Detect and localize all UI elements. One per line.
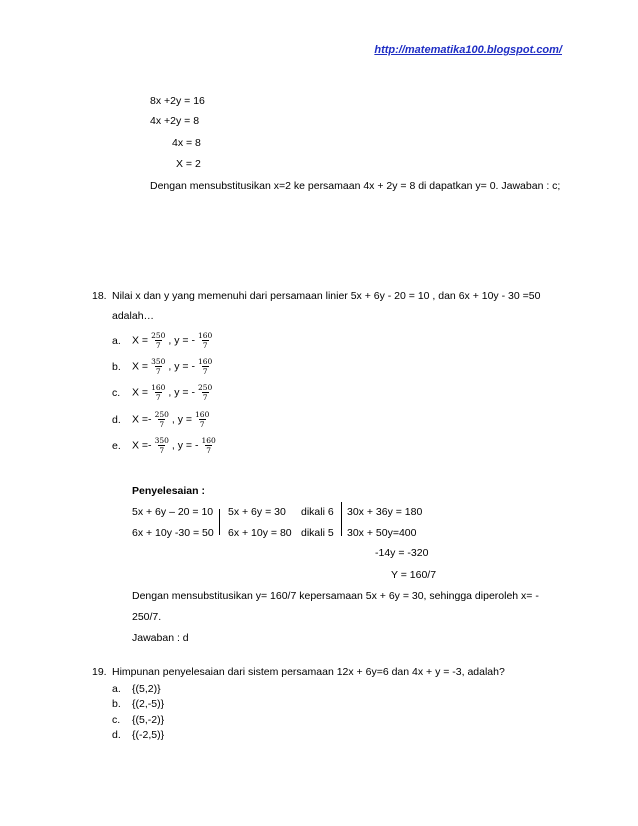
option-y-numerator: 250	[197, 383, 213, 392]
option-letter: a.	[112, 334, 121, 347]
option-x-denominator: 7	[159, 420, 165, 429]
option-y-fraction	[197, 383, 213, 402]
option-y-numerator: 160	[197, 357, 213, 366]
option-text: {(2,-5)}	[132, 698, 165, 710]
option-y-denominator: 7	[202, 367, 208, 376]
option-x-denominator: 7	[155, 367, 161, 376]
q18-eq-row2-multiplier: dikali 5	[301, 527, 334, 539]
q18-number: 18.	[92, 290, 107, 302]
q19-option	[112, 714, 164, 726]
option-x-label: X =	[132, 360, 149, 373]
option-letter: e.	[112, 439, 121, 452]
q18-solution-title: Penyelesaian :	[132, 485, 205, 497]
option-x-label: X =-	[132, 413, 152, 426]
q18-option	[112, 410, 212, 429]
q19-option	[112, 698, 164, 710]
option-x-denominator: 7	[155, 393, 161, 402]
option-x-numerator: 160	[151, 383, 166, 392]
q18-eq-row1-simplified: 5x + 6y = 30	[228, 506, 286, 518]
option-x-fraction	[154, 436, 170, 455]
option-text: {(-2,5)}	[132, 729, 165, 741]
option-y-denominator: 7	[202, 393, 208, 402]
q18-question-line2: adalah…	[112, 310, 155, 322]
option-x-label: X =	[132, 334, 149, 347]
option-x-numerator: 250	[151, 331, 166, 340]
q18-eq-row1-multiplier: dikali 6	[301, 506, 334, 518]
q19-option	[112, 729, 164, 741]
option-x-numerator: 250	[154, 410, 169, 419]
option-letter: a.	[112, 683, 121, 695]
option-letter: c.	[112, 386, 121, 399]
q19-number: 19.	[92, 666, 107, 678]
q18-result-1: -14y = -320	[375, 547, 429, 559]
option-y-denominator: 7	[199, 420, 205, 429]
prev-conclusion: Dengan mensubstitusikan x=2 ke persamaan 4x + 2y = 8 di dapatkan y= 0. Jawaban : c;	[150, 180, 561, 192]
option-y-fraction	[200, 436, 216, 455]
option-y-fraction	[197, 331, 213, 350]
q18-eq-row1-original: 5x + 6y – 20 = 10	[132, 506, 214, 518]
option-x-label: X =	[132, 386, 149, 399]
prev-eq-2: 4x +2y = 8	[150, 115, 200, 127]
q18-question-line1: Nilai x dan y yang memenuhi dari persamaan linier 5x + 6y - 20 = 10 , dan 6x + 10y - 30 =50	[112, 290, 541, 302]
q18-option	[112, 331, 215, 350]
option-x-label: X =-	[132, 439, 152, 452]
q18-option	[112, 357, 215, 376]
q18-eq-row2-simplified: 6x + 10y = 80	[228, 527, 292, 539]
option-y-denominator: 7	[206, 446, 211, 455]
prev-eq-4: X = 2	[176, 158, 201, 170]
option-y-label: , y = -	[168, 334, 195, 347]
option-y-label: , y = -	[168, 360, 195, 373]
option-x-denominator: 7	[159, 446, 165, 455]
q18-eq-row1-result: 30x + 36y = 180	[347, 506, 423, 518]
option-x-fraction	[150, 331, 166, 350]
option-letter: b.	[112, 698, 121, 710]
option-letter: d.	[112, 729, 121, 741]
option-y-numerator: 160	[201, 436, 216, 445]
option-x-fraction	[154, 410, 170, 429]
option-letter: b.	[112, 360, 121, 373]
option-x-fraction	[150, 357, 166, 376]
option-y-denominator: 7	[202, 341, 208, 350]
divider-bar-1	[219, 509, 220, 535]
q18-option	[112, 436, 219, 455]
option-x-numerator: 350	[154, 436, 169, 445]
option-y-numerator: 160	[197, 331, 213, 340]
q18-eq-row2-result: 30x + 50y=400	[347, 527, 417, 539]
q18-eq-row2-original: 6x + 10y -30 = 50	[132, 527, 214, 539]
option-y-fraction	[194, 410, 210, 429]
q19-question: Himpunan penyelesaian dari sistem persamaan 12x + 6y=6 dan 4x + y = -3, adalah?	[112, 666, 505, 678]
prev-eq-3: 4x = 8	[172, 137, 201, 149]
option-y-fraction	[197, 357, 213, 376]
prev-eq-1: 8x +2y = 16	[150, 95, 205, 107]
option-y-label: , y = -	[171, 439, 199, 452]
option-letter: c.	[112, 714, 121, 726]
option-x-fraction	[150, 383, 166, 402]
option-x-denominator: 7	[155, 341, 161, 350]
q18-option	[112, 383, 215, 402]
option-y-label: , y = -	[168, 386, 195, 399]
q18-result-2: Y = 160/7	[391, 569, 437, 581]
option-letter: d.	[112, 413, 121, 426]
option-text: {(5,2)}	[132, 683, 161, 695]
q18-conclusion-line1: Dengan mensubstitusikan y= 160/7 kepersamaan 5x + 6y = 30, sehingga diperoleh x= -	[132, 590, 539, 602]
q18-answer: Jawaban : d	[132, 632, 189, 644]
divider-bar-2	[341, 502, 342, 536]
option-x-numerator: 350	[151, 357, 166, 366]
option-text: {(5,-2)}	[132, 714, 165, 726]
q19-option	[112, 683, 161, 695]
option-y-numerator: 160	[195, 410, 210, 419]
header-link[interactable]: http://matematika100.blogspot.com/	[374, 44, 562, 56]
option-y-label: , y =	[171, 413, 193, 426]
q18-conclusion-line2: 250/7.	[132, 611, 162, 623]
